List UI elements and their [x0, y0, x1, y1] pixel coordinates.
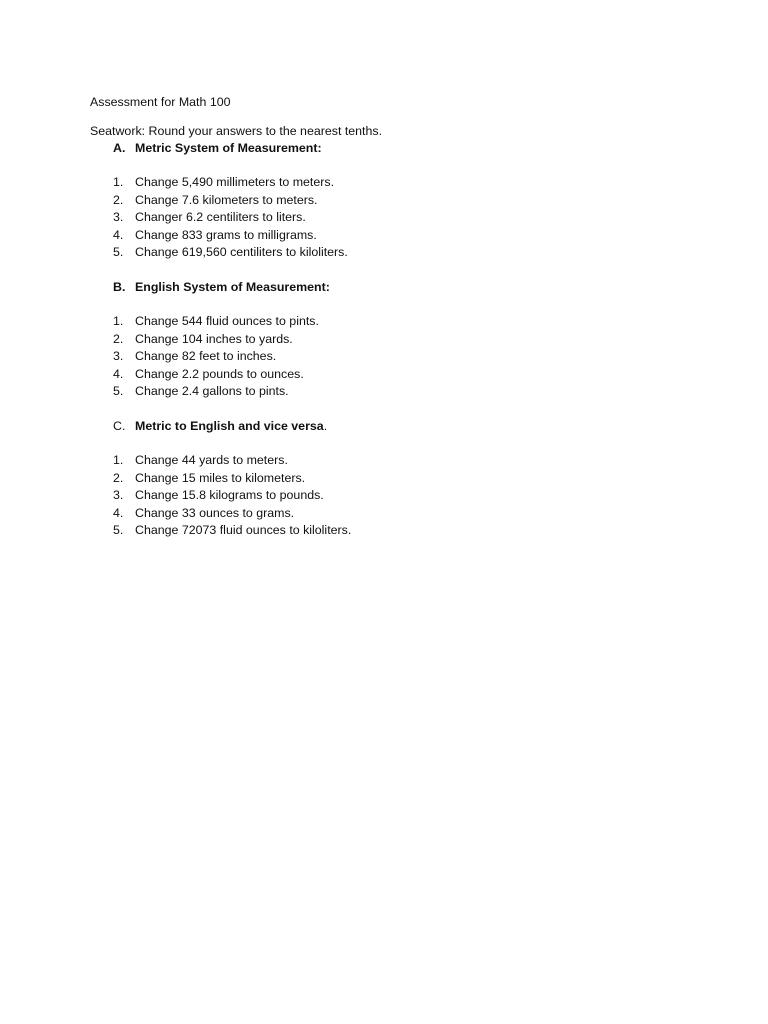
- section-heading-text: Metric System of Measurement:: [135, 141, 322, 155]
- item-text: Changer 6.2 centiliters to liters.: [135, 210, 306, 224]
- list-item: [0, 453, 768, 471]
- item-text: Change 7.6 kilometers to meters.: [135, 192, 318, 207]
- item-number: 5.: [113, 523, 124, 537]
- section-heading: [135, 141, 322, 156]
- document-title: Assessment for Math 100: [90, 95, 231, 109]
- section-heading-text: Metric to English and vice versa: [135, 419, 324, 433]
- item-number: 1.: [113, 453, 124, 467]
- list-item: [0, 367, 768, 385]
- list-item: [0, 245, 768, 263]
- list-item: [0, 175, 768, 193]
- item-text: Change 544 fluid ounces to pints.: [135, 314, 319, 328]
- item-number: 2.: [113, 331, 124, 346]
- item-number: 4.: [113, 366, 124, 381]
- seatwork-instructions: Seatwork: Round your answers to the nearest tenths.: [90, 124, 383, 138]
- question-list: [0, 175, 768, 263]
- item-number: 3.: [113, 210, 124, 224]
- list-item: [0, 488, 768, 506]
- item-text: Change 72073 fluid ounces to kiloliters.: [135, 523, 352, 537]
- item-number: 4.: [113, 505, 124, 520]
- item-text: Change 104 inches to yards.: [135, 331, 293, 346]
- list-item: [0, 314, 768, 332]
- item-number: 5.: [113, 384, 124, 398]
- list-item: [0, 384, 768, 402]
- item-number: 1.: [113, 175, 124, 189]
- item-text: Change 5,490 millimeters to meters.: [135, 175, 335, 189]
- item-number: 5.: [113, 245, 124, 259]
- item-text: Change 33 ounces to grams.: [135, 505, 295, 520]
- item-number: 2.: [113, 192, 124, 207]
- section-letter: C.: [113, 419, 126, 433]
- section-letter: B.: [113, 280, 126, 294]
- question-list: [0, 453, 768, 541]
- item-text: Change 15 miles to kilometers.: [135, 470, 306, 485]
- section-heading: [135, 419, 327, 434]
- item-text: Change 833 grams to milligrams.: [135, 227, 317, 242]
- list-item: [0, 332, 768, 350]
- section-heading-text: English System of Measurement:: [135, 280, 330, 294]
- section-letter: A.: [113, 141, 126, 155]
- list-item: [0, 523, 768, 541]
- item-number: 3.: [113, 488, 124, 502]
- item-number: 1.: [113, 314, 124, 328]
- question-list: [0, 314, 768, 402]
- list-item: [0, 349, 768, 367]
- list-item: [0, 471, 768, 489]
- list-item: [0, 506, 768, 524]
- item-text: Change 44 yards to meters.: [135, 453, 288, 467]
- list-item: [0, 193, 768, 211]
- item-number: 2.: [113, 470, 124, 485]
- list-item: [0, 210, 768, 228]
- list-item: [0, 228, 768, 246]
- item-text: Change 82 feet to inches.: [135, 349, 277, 363]
- section-heading-suffix: .: [323, 419, 328, 433]
- section-heading: [135, 280, 330, 295]
- item-text: Change 2.2 pounds to ounces.: [135, 366, 304, 381]
- item-text: Change 2.4 gallons to pints.: [135, 384, 289, 398]
- item-text: Change 619,560 centiliters to kiloliters.: [135, 245, 348, 259]
- item-number: 4.: [113, 227, 124, 242]
- item-number: 3.: [113, 349, 124, 363]
- item-text: Change 15.8 kilograms to pounds.: [135, 488, 324, 502]
